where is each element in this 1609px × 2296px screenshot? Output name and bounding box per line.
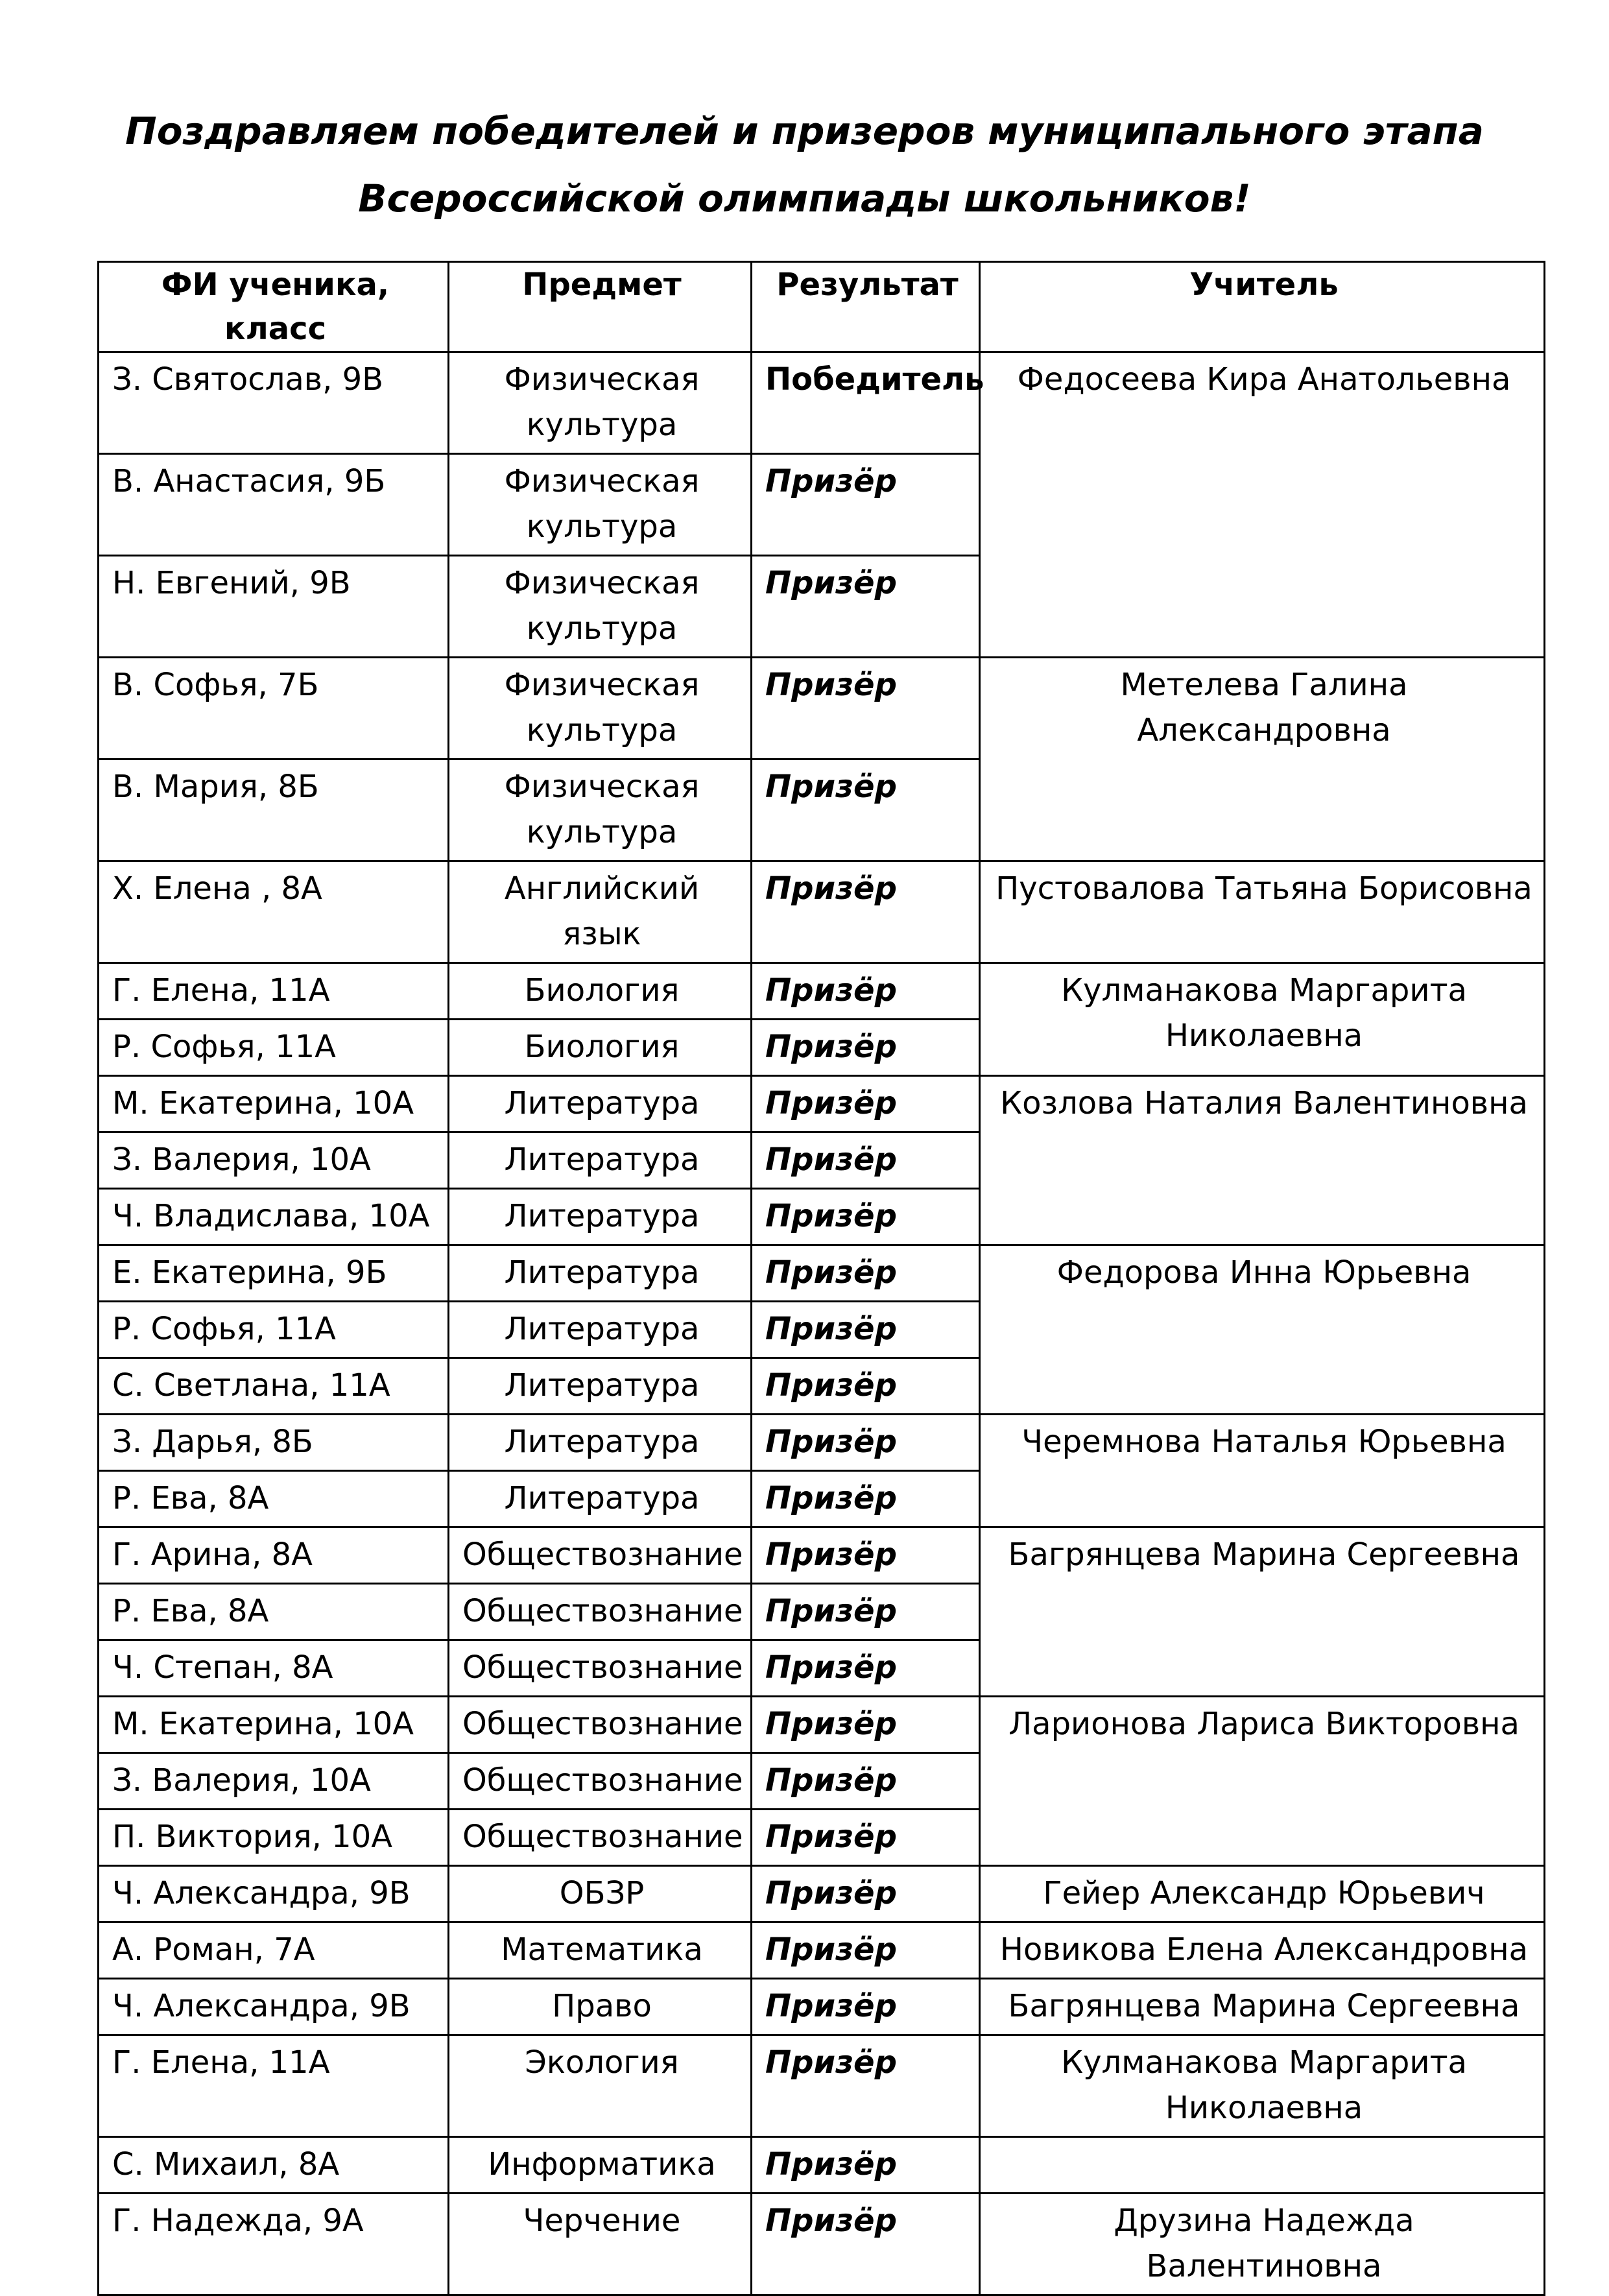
subject: Физическая культура bbox=[449, 759, 752, 861]
student-name: Р. Ева, 8А bbox=[99, 1584, 449, 1640]
student-name: З. Валерия, 10А bbox=[99, 1132, 449, 1189]
subject: Литература bbox=[449, 1415, 752, 1471]
subject: Литература bbox=[449, 1302, 752, 1358]
student-name: З. Валерия, 10А bbox=[99, 1753, 449, 1810]
result: Призёр bbox=[752, 1584, 980, 1640]
table-row bbox=[99, 1527, 1545, 1584]
table-header-row bbox=[99, 262, 1545, 352]
result: Призёр bbox=[752, 1132, 980, 1189]
subject: Английский язык bbox=[449, 861, 752, 963]
student-name: С. Светлана, 11А bbox=[99, 1358, 449, 1415]
subject: Биология bbox=[449, 1020, 752, 1076]
table-row bbox=[99, 1979, 1545, 2035]
student-name: В. Софья, 7Б bbox=[99, 658, 449, 759]
teacher: Друзина Надежда Валентиновна bbox=[980, 2194, 1545, 2295]
student-name: Ч. Александра, 9В bbox=[99, 1979, 449, 2035]
subject: Литература bbox=[449, 1358, 752, 1415]
student-name: Г. Елена, 11А bbox=[99, 2035, 449, 2137]
subject: Литература bbox=[449, 1076, 752, 1132]
table-row bbox=[99, 2137, 1545, 2194]
result: Призёр bbox=[752, 1302, 980, 1358]
student-name: Н. Евгений, 9В bbox=[99, 556, 449, 658]
student-name: Е. Екатерина, 9Б bbox=[99, 1245, 449, 1302]
table-row bbox=[99, 1866, 1545, 1922]
subject: Информатика bbox=[449, 2137, 752, 2194]
header-result: Результат bbox=[752, 262, 980, 352]
table-row bbox=[99, 658, 1545, 759]
result: Призёр bbox=[752, 1979, 980, 2035]
student-name: Р. Софья, 11А bbox=[99, 1302, 449, 1358]
student-name: В. Мария, 8Б bbox=[99, 759, 449, 861]
student-name: Г. Арина, 8А bbox=[99, 1527, 449, 1584]
result: Призёр bbox=[752, 1866, 980, 1922]
student-name: В. Анастасия, 9Б bbox=[99, 454, 449, 556]
results-table bbox=[97, 261, 1545, 2296]
student-name: Ч. Степан, 8А bbox=[99, 1640, 449, 1697]
result: Призёр bbox=[752, 759, 980, 861]
teacher: Пустовалова Татьяна Борисовна bbox=[980, 861, 1545, 963]
subject: Обществознание bbox=[449, 1697, 752, 1753]
result: Призёр bbox=[752, 1076, 980, 1132]
result: Призёр bbox=[752, 2194, 980, 2295]
result: Призёр bbox=[752, 963, 980, 1020]
table-row bbox=[99, 861, 1545, 963]
header-subject: Предмет bbox=[449, 262, 752, 352]
subject: Литература bbox=[449, 1471, 752, 1527]
subject: Обществознание bbox=[449, 1810, 752, 1866]
subject: Биология bbox=[449, 963, 752, 1020]
subject: Литература bbox=[449, 1189, 752, 1245]
subject: Обществознание bbox=[449, 1753, 752, 1810]
result: Призёр bbox=[752, 1527, 980, 1584]
result: Призёр bbox=[752, 1358, 980, 1415]
subject: Обществознание bbox=[449, 1527, 752, 1584]
student-name: Р. Ева, 8А bbox=[99, 1471, 449, 1527]
student-name: Ч. Александра, 9В bbox=[99, 1866, 449, 1922]
teacher: Гейер Александр Юрьевич bbox=[980, 1866, 1545, 1922]
table-row bbox=[99, 352, 1545, 454]
teacher: Кулманакова Маргарита Николаевна bbox=[980, 963, 1545, 1076]
subject: Физическая культура bbox=[449, 352, 752, 454]
student-name: М. Екатерина, 10А bbox=[99, 1697, 449, 1753]
subject: Обществознание bbox=[449, 1640, 752, 1697]
student-name: М. Екатерина, 10А bbox=[99, 1076, 449, 1132]
subject: Физическая культура bbox=[449, 658, 752, 759]
table-row bbox=[99, 1076, 1545, 1132]
title-line-2: Всероссийской олимпиады школьников! bbox=[358, 176, 1251, 221]
student-name: Р. Софья, 11А bbox=[99, 1020, 449, 1076]
subject: Физическая культура bbox=[449, 556, 752, 658]
table-row bbox=[99, 1245, 1545, 1302]
teacher: Федосеева Кира Анатольевна bbox=[980, 352, 1545, 658]
result: Призёр bbox=[752, 861, 980, 963]
table-row bbox=[99, 2194, 1545, 2295]
student-name: Г. Елена, 11А bbox=[99, 963, 449, 1020]
teacher: Багрянцева Марина Сергеевна bbox=[980, 1527, 1545, 1697]
result: Призёр bbox=[752, 556, 980, 658]
table-row bbox=[99, 1415, 1545, 1471]
teacher: Новикова Елена Александровна bbox=[980, 1922, 1545, 1979]
table-row bbox=[99, 963, 1545, 1020]
teacher bbox=[980, 2137, 1545, 2194]
subject: Черчение bbox=[449, 2194, 752, 2295]
teacher: Козлова Наталия Валентиновна bbox=[980, 1076, 1545, 1245]
result: Победитель bbox=[752, 352, 980, 454]
result: Призёр bbox=[752, 2137, 980, 2194]
subject: Математика bbox=[449, 1922, 752, 1979]
subject: ОБЗР bbox=[449, 1866, 752, 1922]
title-line-1: Поздравляем победителей и призеров муниципального этапа bbox=[125, 109, 1484, 153]
result: Призёр bbox=[752, 658, 980, 759]
student-name: З. Святослав, 9В bbox=[99, 352, 449, 454]
table-row bbox=[99, 2035, 1545, 2137]
result: Призёр bbox=[752, 1020, 980, 1076]
result: Призёр bbox=[752, 454, 980, 556]
subject: Литература bbox=[449, 1245, 752, 1302]
student-name: З. Дарья, 8Б bbox=[99, 1415, 449, 1471]
student-name: П. Виктория, 10А bbox=[99, 1810, 449, 1866]
teacher: Федорова Инна Юрьевна bbox=[980, 1245, 1545, 1415]
teacher: Кулманакова Маргарита Николаевна bbox=[980, 2035, 1545, 2137]
table-row bbox=[99, 1697, 1545, 1753]
subject: Физическая культура bbox=[449, 454, 752, 556]
subject: Обществознание bbox=[449, 1584, 752, 1640]
student-name: А. Роман, 7А bbox=[99, 1922, 449, 1979]
result: Призёр bbox=[752, 1189, 980, 1245]
student-name: С. Михаил, 8А bbox=[99, 2137, 449, 2194]
teacher: Ларионова Лариса Викторовна bbox=[980, 1697, 1545, 1866]
page-title bbox=[0, 97, 1609, 232]
table-row bbox=[99, 1922, 1545, 1979]
teacher: Метелева Галина Александровна bbox=[980, 658, 1545, 861]
subject: Литература bbox=[449, 1132, 752, 1189]
result: Призёр bbox=[752, 1415, 980, 1471]
result: Призёр bbox=[752, 1697, 980, 1753]
result: Призёр bbox=[752, 1471, 980, 1527]
teacher: Черемнова Наталья Юрьевна bbox=[980, 1415, 1545, 1527]
result: Призёр bbox=[752, 1810, 980, 1866]
teacher: Багрянцева Марина Сергеевна bbox=[980, 1979, 1545, 2035]
result: Призёр bbox=[752, 2035, 980, 2137]
result: Призёр bbox=[752, 1922, 980, 1979]
subject: Экология bbox=[449, 2035, 752, 2137]
header-name: ФИ ученика, класс bbox=[99, 262, 449, 352]
result: Призёр bbox=[752, 1753, 980, 1810]
subject: Право bbox=[449, 1979, 752, 2035]
result: Призёр bbox=[752, 1245, 980, 1302]
student-name: Ч. Владислава, 10А bbox=[99, 1189, 449, 1245]
student-name: Х. Елена , 8А bbox=[99, 861, 449, 963]
student-name: Г. Надежда, 9А bbox=[99, 2194, 449, 2295]
header-teacher: Учитель bbox=[980, 262, 1545, 352]
result: Призёр bbox=[752, 1640, 980, 1697]
